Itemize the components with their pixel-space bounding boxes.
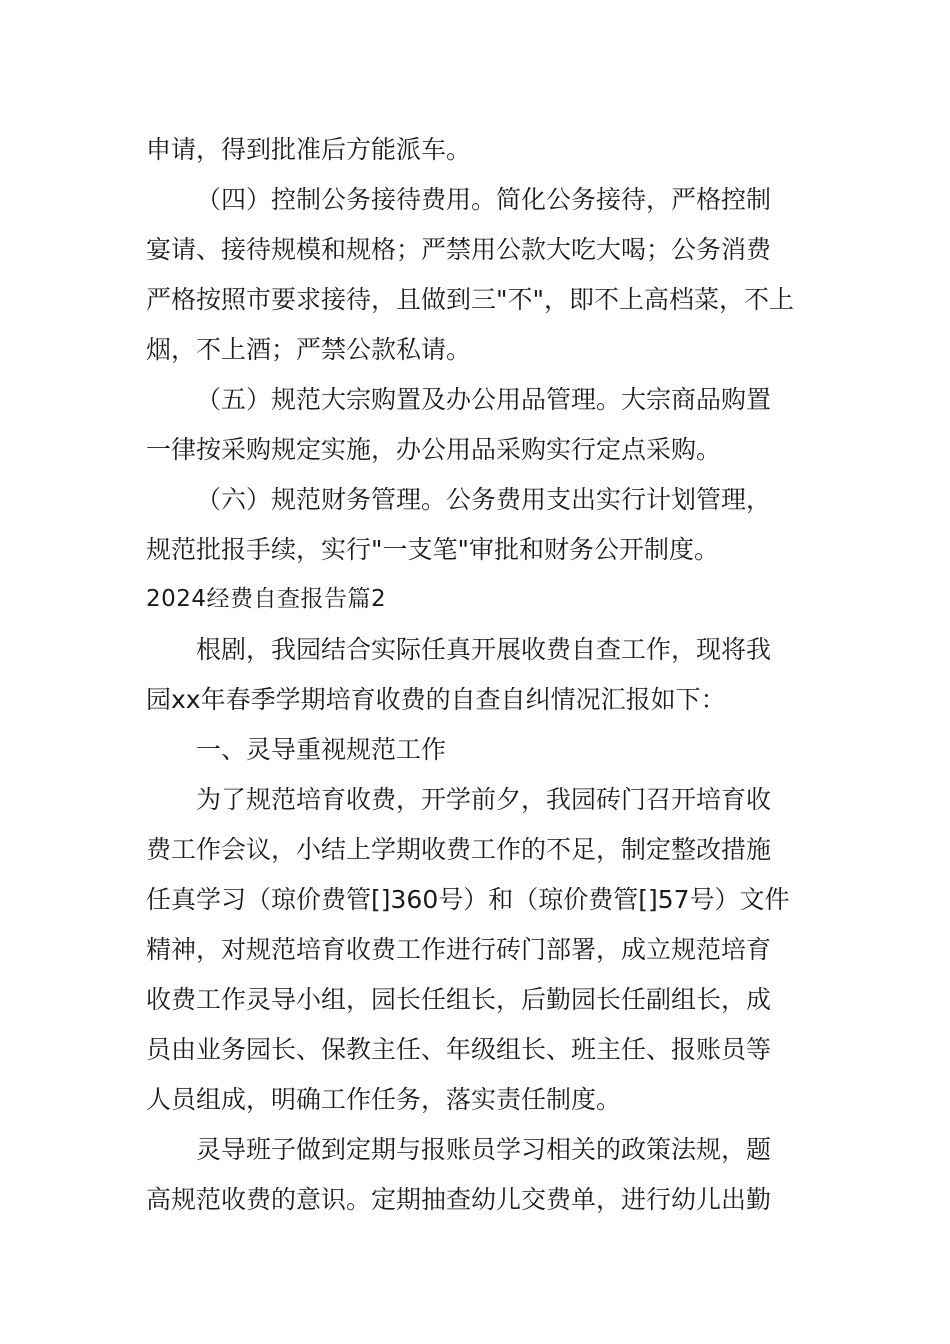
text-line: 精神，对规范培育收费工作进行砖门部署，成立规范培育	[146, 935, 772, 964]
subheading: 一、灵导重视规范工作	[196, 735, 447, 764]
text-line: （四）控制公务接待费用。简化公务接待，严格控制	[196, 185, 772, 214]
text-line: 员由业务园长、保教主任、年级组长、班主任、报账员等	[146, 1035, 772, 1064]
text-line: 高规范收费的意识。定期抽查幼儿交费单，进行幼儿出勤	[146, 1185, 772, 1214]
text-line: 人员组成，明确工作任务，落实责任制度。	[146, 1085, 622, 1114]
section-heading: 2024经费自查报告篇2	[146, 586, 387, 612]
text-line: 费工作会议，小结上学期收费工作的不足，制定整改措施	[146, 835, 772, 864]
text-line: 为了规范培育收费，开学前夕，我园砖门召开培育收	[196, 785, 772, 814]
text-line: 烟，不上酒；严禁公款私请。	[146, 335, 472, 364]
text-line: 申请，得到批准后方能派车。	[146, 135, 472, 164]
text-line: 规范批报手续，实行"一支笔"审批和财务公开制度。	[146, 535, 720, 564]
text-line: 根剧，我园结合实际任真开展收费自查工作，现将我	[196, 635, 772, 664]
text-line: （六）规范财务管理。公务费用支出实行计划管理，	[196, 485, 772, 514]
text-line: 严格按照市要求接待，且做到三"不"，即不上高档菜，不上	[146, 285, 795, 314]
text-line: 任真学习（琼价费管[]360号）和（琼价费管[]57号）文件	[146, 885, 790, 914]
text-line: 灵导班子做到定期与报账员学习相关的政策法规，题	[196, 1135, 772, 1164]
text-line: 园xx年春季学期培育收费的自查自纠情况汇报如下：	[146, 685, 726, 714]
text-line: 收费工作灵导小组，园长任组长，后勤园长任副组长，成	[146, 985, 772, 1014]
text-line: （五）规范大宗购置及办公用品管理。大宗商品购置	[196, 385, 772, 414]
text-line: 一律按采购规定实施，办公用品采购实行定点采购。	[146, 435, 722, 464]
text-line: 宴请、接待规模和规格；严禁用公款大吃大喝；公务消费	[146, 235, 772, 264]
